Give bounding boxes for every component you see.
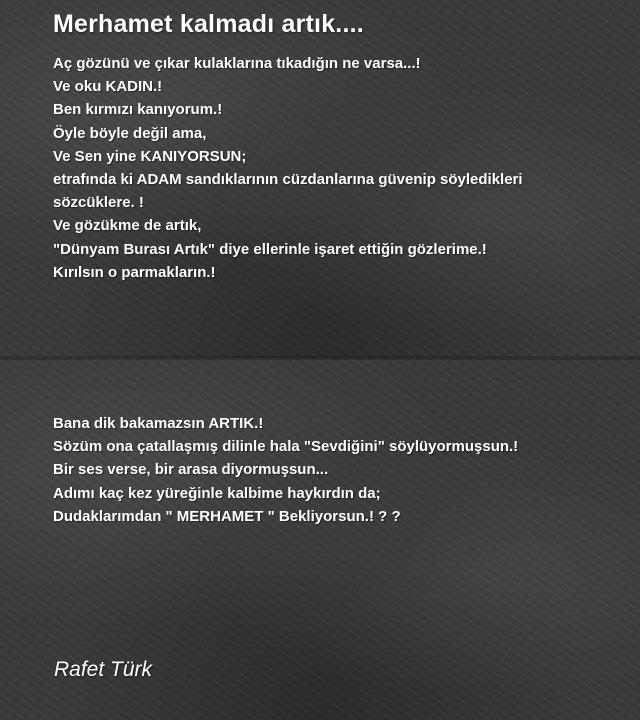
poem-line: Sözüm ona çatallaşmış dilinle hala "Sevdiğini" söylüyormuşsun.! <box>53 438 519 456</box>
panel-divider <box>0 356 640 360</box>
poem-line: Dudaklarımdan " MERHAMET " Bekliyorsun.! ? ? <box>53 507 401 525</box>
poem-line: Ben kırmızı kanıyorum.! <box>53 101 223 119</box>
poem-line: "Dünyam Burası Artık" diye ellerinle işaret ettiğin gözlerime.! <box>53 240 487 258</box>
poem-line: Ve Sen yine KANIYORSUN; <box>53 147 247 165</box>
poem-line: Bana dik bakamazsın ARTIK.! <box>53 415 264 432</box>
poem-line: sözcüklere. ! <box>53 194 144 212</box>
poem-line: etrafında ki ADAM sandıklarının cüzdanlarına güvenip söyledikleri <box>53 171 523 189</box>
poem-line: Adımı kaç kez yüreğinle kalbime haykırdın da; <box>53 484 381 502</box>
poem-title: Merhamet kalmadı artık.... <box>53 10 364 38</box>
stanza-1 <box>53 52 523 284</box>
poem-line: Bir ses verse, bir arasa diyormuşsun... <box>53 461 329 479</box>
stanza-2 <box>53 412 518 528</box>
poem-author: Rafet Türk <box>54 658 153 681</box>
poem-line: Ve gözükme de artık, <box>53 217 202 235</box>
poem-line: Ve oku KADIN.! <box>53 78 163 96</box>
poem-line: Aç gözünü ve çıkar kulaklarına tıkadığın ne varsa...! <box>53 55 421 72</box>
poem-line: Öyle böyle değil ama, <box>53 124 207 142</box>
poem-line: Kırılsın o parmakların.! <box>53 263 216 281</box>
